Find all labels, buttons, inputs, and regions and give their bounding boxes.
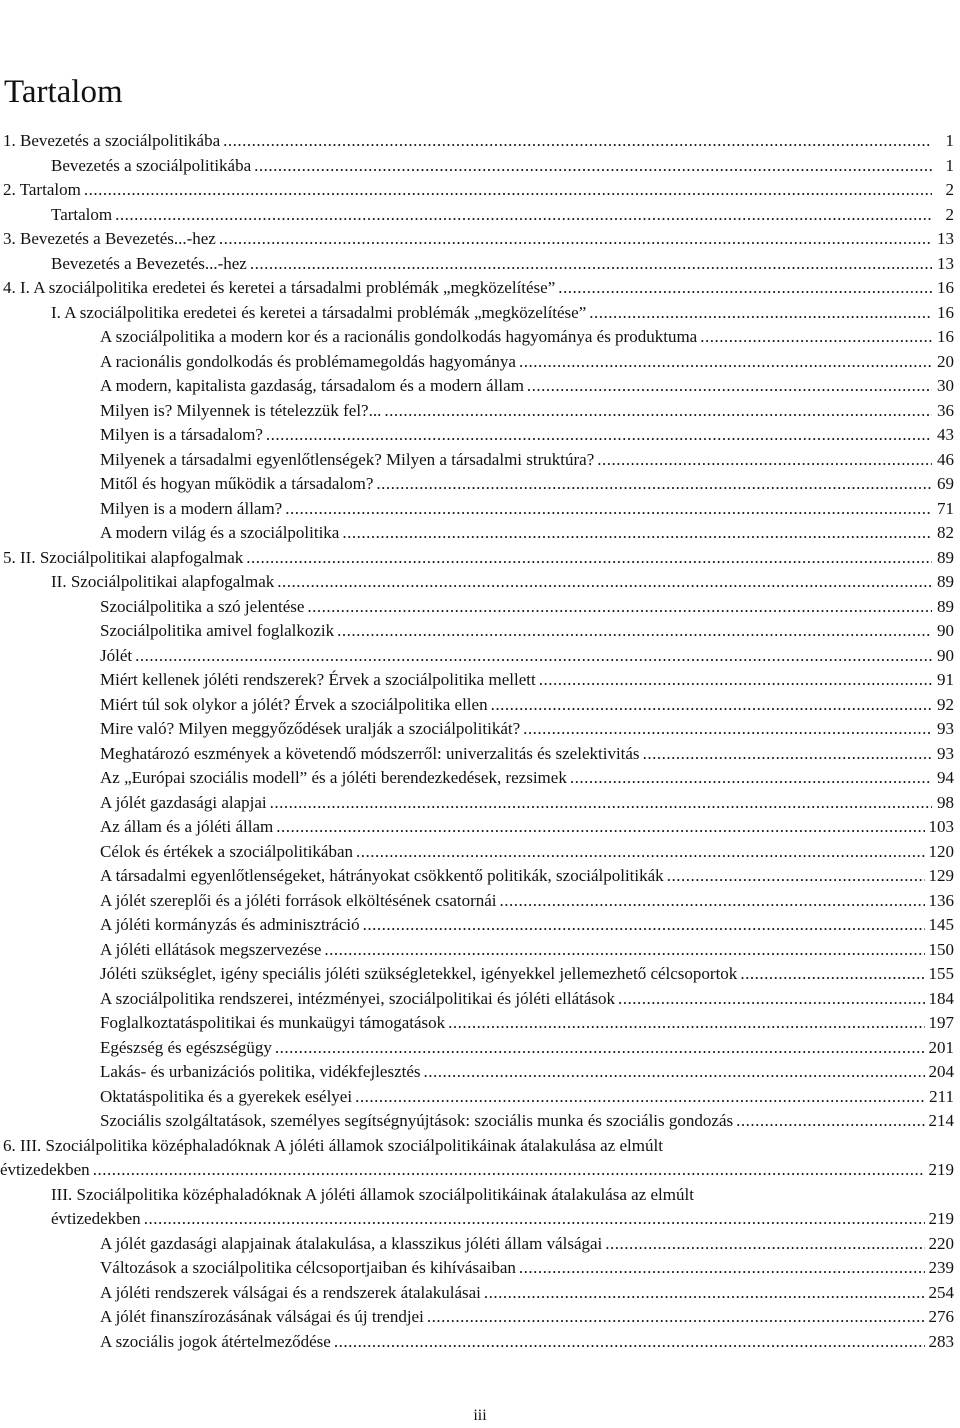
toc-entry[interactable] [0, 1183, 960, 1232]
toc-entry-page: 2 [945, 204, 954, 224]
toc-entry-title: Mire való? Milyen meggyőződések uralják a szociálpolitikát? [100, 719, 521, 738]
dot-leader [324, 938, 924, 963]
toc-entry-page: 204 [928, 1062, 954, 1081]
dot-leader [523, 717, 932, 742]
toc-entry-title: Miért kellenek jóléti rendszerek? Érvek a szociálpolitika mellett [100, 670, 536, 689]
toc-entry[interactable] [0, 1134, 960, 1183]
toc-entry-page: 120 [928, 841, 954, 861]
dot-leader [277, 570, 932, 595]
toc-entry[interactable] [0, 570, 960, 595]
toc-entry-page: 214 [928, 1111, 954, 1130]
toc-entry-page: 89 [937, 596, 954, 616]
toc-entry-title: Célok és értékek a szociálpolitikában [100, 841, 354, 861]
dot-leader [740, 962, 924, 987]
dot-leader [427, 1305, 925, 1330]
toc-entry-title: Milyen is a modern állam? [100, 498, 283, 518]
toc-entry[interactable] [0, 938, 960, 963]
toc-entry-page: 71 [937, 498, 954, 518]
dot-leader [558, 276, 932, 301]
dot-leader [570, 766, 932, 791]
toc-entry[interactable] [0, 1085, 960, 1110]
toc-entry[interactable] [0, 178, 960, 203]
toc-entry[interactable] [0, 717, 960, 742]
dot-leader [355, 1085, 925, 1110]
toc-entry-page: 2 [945, 180, 954, 199]
toc-entry[interactable] [0, 350, 960, 375]
toc-entry[interactable] [0, 399, 960, 424]
toc-entry[interactable] [0, 1011, 960, 1036]
dot-leader [589, 301, 932, 326]
toc-entry-title: Az állam és a jóléti állam [100, 817, 274, 836]
dot-leader [363, 913, 925, 938]
dot-leader [275, 1036, 925, 1061]
toc-entry-title: Tartalom [51, 204, 113, 224]
toc-entry-title: Változások a szociálpolitika célcsoportjaiban és kihívásaiban [100, 1258, 516, 1277]
toc-entry[interactable] [0, 301, 960, 326]
toc-entry-page: 211 [929, 1086, 954, 1106]
dot-leader [334, 1330, 925, 1355]
dot-leader [539, 668, 932, 693]
toc-entry-title: Milyenek a társadalmi egyenlőtlenségek? Milyen a társadalmi struktúra? [100, 449, 595, 469]
dot-leader [223, 129, 932, 154]
dot-leader [266, 423, 932, 448]
toc-entry[interactable] [0, 913, 960, 938]
toc-entry[interactable] [0, 154, 960, 179]
dot-leader [667, 864, 925, 889]
dot-leader [135, 644, 932, 669]
toc-entry-title: Jóléti szükséglet, igény speciális jóléti szükségletekkel, igényekkel jellemezhető célcsoportok [100, 964, 738, 983]
toc-entry[interactable] [0, 1109, 960, 1134]
dot-leader [250, 252, 932, 277]
toc-entry-page: 254 [928, 1282, 954, 1302]
toc-entry-page: 239 [928, 1258, 954, 1277]
toc-entry-page: 36 [937, 400, 954, 420]
toc-entry-title: Egészség és egészségügy [100, 1037, 272, 1057]
toc-entry-title: Meghatározó eszmények a követendő módszerről: univerzalitás és szelektivitás [100, 743, 640, 763]
toc-entry-page: 90 [937, 645, 954, 665]
toc-entry[interactable] [0, 889, 960, 914]
toc-entry-title: A jóléti ellátások megszervezése [100, 939, 322, 959]
toc-entry[interactable] [0, 742, 960, 767]
dot-leader [519, 350, 932, 375]
toc-entry-page: 82 [937, 523, 954, 542]
toc-entry-title: Oktatáspolitika és a gyerekek esélyei [100, 1086, 353, 1106]
toc-entry-title: Milyen is a társadalom? [100, 425, 263, 444]
toc-entry-page: 201 [928, 1037, 954, 1057]
toc-entry-page: 276 [928, 1307, 954, 1326]
toc-entry-page: 98 [937, 792, 954, 812]
toc-entry[interactable] [0, 668, 960, 693]
toc-entry[interactable] [0, 448, 960, 473]
toc-entry-title: Lakás- és urbanizációs politika, vidékfejlesztés [100, 1062, 421, 1081]
toc-entry-title: A modern, kapitalista gazdaság, társadalom és a modern állam [100, 376, 524, 395]
dot-leader [356, 840, 924, 865]
toc-entry-title: Szociálpolitika a szó jelentése [100, 596, 305, 616]
toc-entry[interactable] [0, 252, 960, 277]
toc-entry[interactable] [0, 962, 960, 987]
toc-entry-page: 129 [928, 866, 954, 885]
dot-leader [643, 742, 932, 767]
toc-entry[interactable] [0, 276, 960, 301]
toc-entry[interactable] [0, 472, 960, 497]
dot-leader [484, 1281, 925, 1306]
toc-entry-page: 184 [928, 988, 954, 1008]
toc-entry-page: 145 [928, 915, 954, 934]
dot-leader [254, 154, 932, 179]
toc-entry[interactable] [0, 644, 960, 669]
toc-entry-title: A szociálpolitika a modern kor és a racionális gondolkodás hagyománya és produktuma [100, 327, 698, 346]
toc-entry-title: A szociálpolitika rendszerei, intézményei, szociálpolitikai és jóléti ellátások [100, 988, 616, 1008]
toc-entry[interactable] [0, 203, 960, 228]
toc-entry-page: 197 [928, 1013, 954, 1032]
toc-entry-page: 219 [928, 1160, 954, 1179]
toc-entry-title: Szociálpolitika amivel foglalkozik [100, 621, 335, 640]
page-title: Tartalom [4, 74, 123, 110]
toc-entry-page: 1 [945, 155, 954, 175]
dot-leader [219, 227, 932, 252]
toc-entry[interactable] [0, 325, 960, 350]
dot-leader [424, 1060, 925, 1085]
toc-entry-continuation [0, 1158, 954, 1183]
toc-entry-page: 89 [937, 572, 954, 591]
toc-entry-page: 150 [928, 939, 954, 959]
dot-leader [519, 1256, 925, 1281]
toc-entry[interactable] [0, 815, 960, 840]
table-of-contents [0, 129, 960, 1354]
toc-entry-title: A jóléti kormányzás és adminisztráció [100, 915, 360, 934]
toc-entry[interactable] [0, 766, 960, 791]
toc-entry[interactable] [0, 864, 960, 889]
toc-entry[interactable] [0, 546, 960, 571]
toc-entry-title: Mitől és hogyan működik a társadalom? [100, 474, 374, 493]
toc-entry[interactable] [0, 521, 960, 546]
toc-entry[interactable] [0, 423, 960, 448]
dot-leader [448, 1011, 924, 1036]
toc-entry-title: A jólét gazdasági alapjainak átalakulása, a klasszikus jóléti állam válságai [100, 1233, 603, 1253]
dot-leader [144, 1207, 925, 1232]
toc-entry-title: III. Szociálpolitika középhaladóknak A jóléti államok szociálpolitikáinak átalakulása az elmúlt [51, 1184, 694, 1204]
toc-entry[interactable] [0, 693, 960, 718]
toc-entry-page: 136 [928, 890, 954, 910]
dot-leader [115, 203, 932, 228]
dot-leader [736, 1109, 924, 1134]
toc-entry-title: Bevezetés a Bevezetés...-hez [51, 253, 247, 273]
toc-entry[interactable] [0, 497, 960, 522]
toc-entry-title: A jólét szereplői és a jóléti források elköltésének csatornái [100, 890, 497, 910]
dot-leader [342, 521, 932, 546]
toc-entry-page: 43 [937, 425, 954, 444]
dot-leader [618, 987, 924, 1012]
toc-entry-title-continued: évtizedekben [0, 1160, 90, 1179]
toc-entry-title: 4. I. A szociálpolitika eredetei és keretei a társadalmi problémák „megközelítése” [3, 278, 556, 297]
toc-entry-title: I. A szociálpolitika eredetei és keretei a társadalmi problémák „megközelítése” [51, 302, 587, 322]
toc-entry-page: 90 [937, 621, 954, 640]
toc-entry-title: 1. Bevezetés a szociálpolitikába [3, 131, 221, 150]
toc-entry[interactable] [0, 987, 960, 1012]
toc-entry-title: Foglalkoztatáspolitikai és munkaügyi támogatások [100, 1013, 446, 1032]
dot-leader [93, 1158, 925, 1183]
dot-leader [285, 497, 932, 522]
toc-entry[interactable] [0, 1232, 960, 1257]
toc-entry[interactable] [0, 1281, 960, 1306]
toc-entry-page: 92 [937, 694, 954, 714]
toc-entry-page: 219 [928, 1209, 954, 1228]
toc-entry-page: 155 [928, 964, 954, 983]
dot-leader [337, 619, 932, 644]
toc-entry[interactable] [0, 227, 960, 252]
dot-leader [384, 399, 932, 424]
toc-entry-page: 220 [928, 1233, 954, 1253]
dot-leader [270, 791, 932, 816]
toc-entry-title: A racionális gondolkodás és problémamegoldás hagyománya [100, 351, 516, 371]
toc-entry[interactable] [0, 840, 960, 865]
dot-leader [500, 889, 925, 914]
toc-entry[interactable] [0, 791, 960, 816]
toc-entry-page: 91 [937, 670, 954, 689]
toc-entry-page: 30 [937, 376, 954, 395]
toc-entry-page: 13 [937, 253, 954, 273]
toc-entry-title: 6. III. Szociálpolitika középhaladóknak A jóléti államok szociálpolitikáinak átalakulása az elmúlt [3, 1135, 663, 1155]
toc-entry-page: 103 [928, 817, 954, 836]
page-number: iii [473, 1407, 487, 1424]
toc-entry-page: 93 [937, 719, 954, 738]
dot-leader [605, 1232, 924, 1257]
toc-entry-title: Bevezetés a szociálpolitikába [51, 155, 252, 175]
toc-entry-page: 93 [937, 743, 954, 763]
dot-leader [84, 178, 932, 203]
toc-entry-title: Jólét [100, 645, 133, 665]
toc-entry[interactable] [0, 374, 960, 399]
toc-entry-title: Miért túl sok olykor a jólét? Érvek a szociálpolitika ellen [100, 694, 488, 714]
toc-entry-title: II. Szociálpolitikai alapfogalmak [51, 572, 275, 591]
toc-entry-page: 1 [945, 131, 954, 150]
toc-entry-title: 2. Tartalom [3, 180, 81, 199]
dot-leader [527, 374, 932, 399]
toc-entry[interactable] [0, 1060, 960, 1085]
dot-leader [376, 472, 932, 497]
toc-entry-continuation [51, 1207, 954, 1232]
toc-entry[interactable] [0, 1305, 960, 1330]
toc-entry[interactable] [0, 1330, 960, 1355]
toc-entry-title: A jólét finanszírozásának válságai és új trendjei [100, 1307, 424, 1326]
dot-leader [307, 595, 932, 620]
toc-entry-title: Milyen is? Milyennek is tételezzük fel?... [100, 400, 382, 420]
toc-entry-page: 283 [928, 1331, 954, 1351]
toc-entry-page: 20 [937, 351, 954, 371]
toc-entry-title-continued: évtizedekben [51, 1209, 141, 1228]
toc-entry-page: 13 [937, 229, 954, 248]
toc-entry[interactable] [0, 595, 960, 620]
toc-entry-title: 3. Bevezetés a Bevezetés...-hez [3, 229, 216, 248]
toc-entry-page: 16 [937, 278, 954, 297]
toc-entry-title: A modern világ és a szociálpolitika [100, 523, 340, 542]
dot-leader [597, 448, 932, 473]
dot-leader [246, 546, 932, 571]
toc-entry-page: 16 [937, 327, 954, 346]
toc-entry-page: 94 [937, 768, 954, 787]
toc-entry[interactable] [0, 1036, 960, 1061]
dot-leader [276, 815, 924, 840]
toc-entry[interactable] [0, 129, 960, 154]
toc-entry-page: 69 [937, 474, 954, 493]
toc-entry-page: 16 [937, 302, 954, 322]
toc-entry-page: 89 [937, 547, 954, 567]
toc-entry-title: Az „Európai szociális modell” és a jóléti berendezkedések, rezsimek [100, 768, 567, 787]
toc-entry-page: 46 [937, 449, 954, 469]
toc-entry-title: A társadalmi egyenlőtlenségeket, hátrányokat csökkentő politikák, szociálpolitikák [100, 866, 664, 885]
dot-leader [491, 693, 932, 718]
toc-entry-title: A szociális jogok átértelmeződése [100, 1331, 331, 1351]
toc-entry-title: A jóléti rendszerek válságai és a rendszerek átalakulásai [100, 1282, 481, 1302]
toc-entry[interactable] [0, 619, 960, 644]
toc-entry[interactable] [0, 1256, 960, 1281]
toc-entry-title: 5. II. Szociálpolitikai alapfogalmak [3, 547, 244, 567]
dot-leader [700, 325, 932, 350]
toc-entry-title: A jólét gazdasági alapjai [100, 792, 267, 812]
toc-entry-title: Szociális szolgáltatások, személyes segítségnyújtások: szociális munka és szociális gondozás [100, 1111, 734, 1130]
